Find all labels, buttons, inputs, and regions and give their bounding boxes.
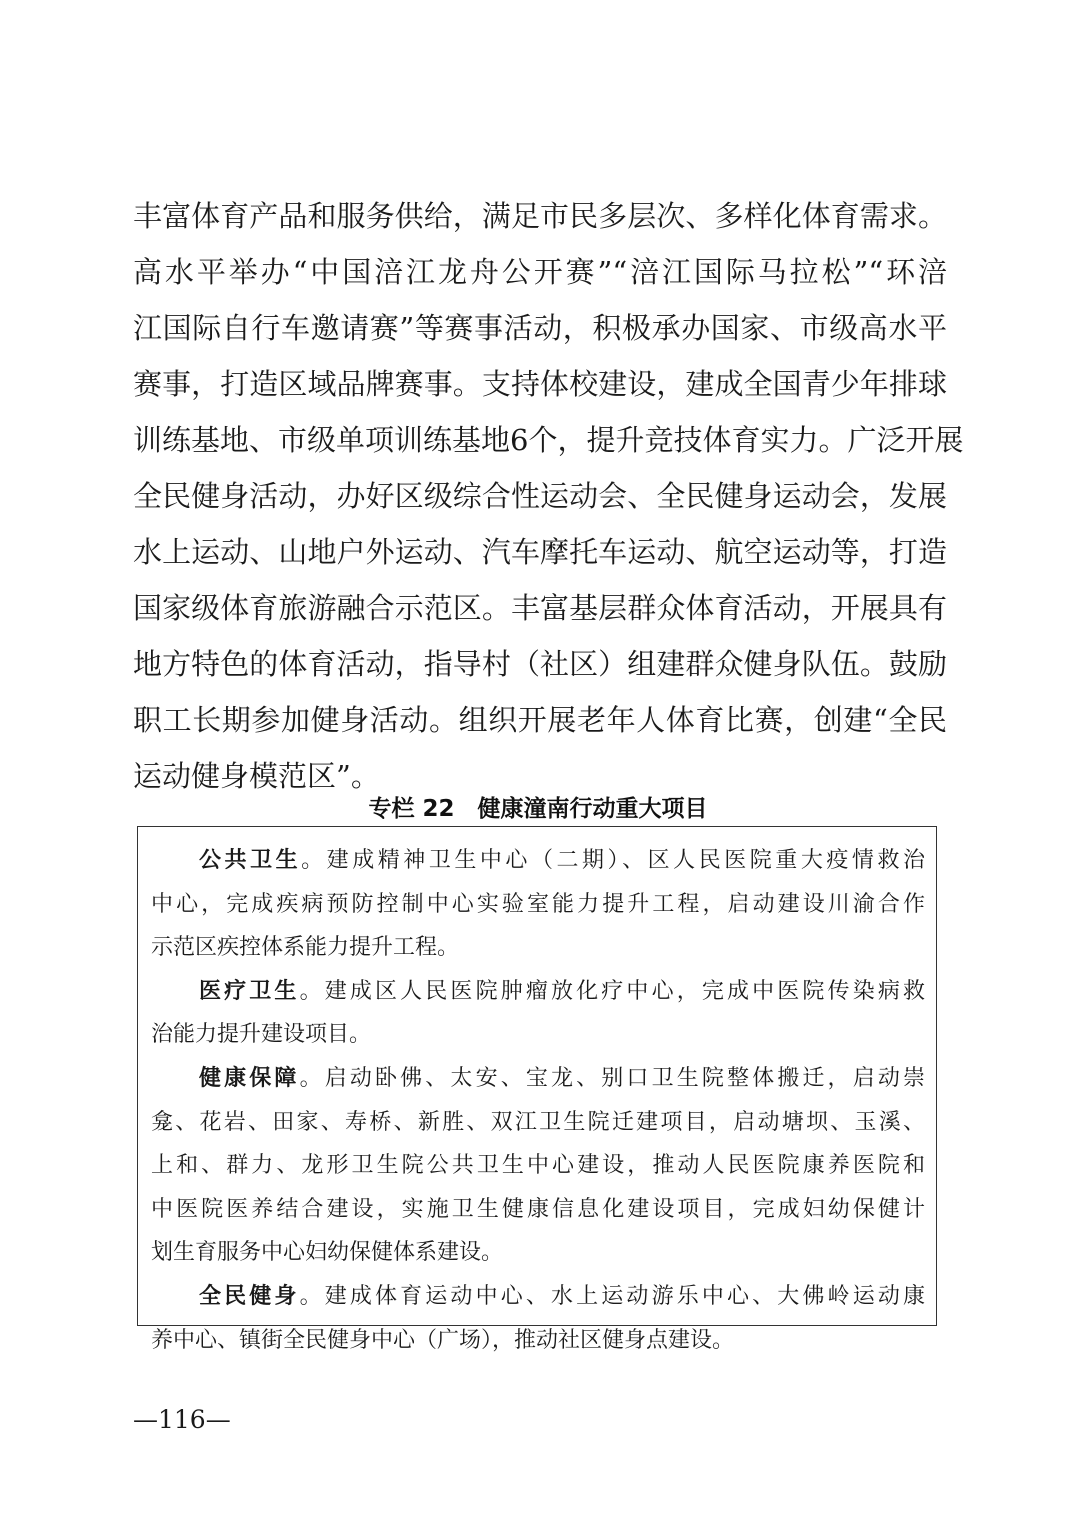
section-first-line [151, 1057, 925, 1101]
section-first-line [151, 1275, 925, 1319]
section-line: 中医院医养结合建设，实施卫生健康信息化建设项目，完成妇幼保健计 [151, 1196, 925, 1222]
section-line: 中心，完成疾病预防控制中心实验室能力提升工程，启动建设川渝合作 [151, 891, 925, 917]
section-heading: 全民健身 [199, 1282, 300, 1309]
section-line: 治能力提升建设项目。 [151, 1022, 372, 1048]
body-line: 运动健身模范区”。 [133, 759, 380, 793]
body-line: 地方特色的体育活动，指导村（社区）组建群众健身队伍。鼓励 [133, 647, 947, 681]
box-title: 专栏 22 健康潼南行动重大项目 [368, 796, 708, 822]
body-line: 训练基地、市级单项训练基地6个，提升竞技体育实力。广泛开展 [133, 423, 964, 457]
section-text: 。建成精神卫生中心（二期）、区人民医院重大疫情救治 [301, 848, 925, 873]
section-heading: 医疗卫生 [199, 977, 300, 1004]
section-text: 。启动卧佛、太安、宝龙、别口卫生院整体搬迁，启动崇 [299, 1065, 925, 1091]
section-health-security [151, 1057, 925, 1275]
box-content [151, 839, 925, 1362]
body-line: 水上运动、山地户外运动、汽车摩托车运动、航空运动等，打造 [133, 535, 947, 569]
body-line: 职工长期参加健身活动。组织开展老年人体育比赛，创建“全民 [133, 703, 947, 737]
section-line: 划生育服务中心妇幼保健体系建设。 [151, 1240, 504, 1266]
body-text [133, 188, 964, 804]
body-line: 丰富体育产品和服务供给，满足市民多层次、多样化体育需求。 [133, 199, 947, 233]
body-line: 江国际自行车邀请赛”等赛事活动，积极承办国家、市级高水平 [133, 311, 947, 345]
section-line: 养中心、镇街全民健身中心（广场），推动社区健身点建设。 [151, 1327, 735, 1353]
section-line: 示范区疾控体系能力提升工程。 [151, 935, 460, 961]
section-heading: 健康保障 [199, 1064, 300, 1091]
section-line: 龛、花岩、田家、寿桥、新胜、双江卫生院迁建项目，启动塘坝、玉溪、 [151, 1109, 925, 1135]
section-text: 。建成体育运动中心、水上运动游乐中心、大佛岭运动康 [299, 1283, 925, 1309]
project-box [137, 826, 937, 1353]
section-public-health [151, 839, 925, 970]
body-line: 赛事，打造区域品牌赛事。支持体校建设，建成全国青少年排球 [133, 367, 947, 401]
section-first-line [151, 970, 925, 1014]
page-number: —116— [133, 1405, 231, 1434]
section-heading: 公共卫生 [199, 847, 302, 873]
body-line: 全民健身活动，办好区级综合性运动会、全民健身运动会，发展 [133, 479, 947, 513]
section-first-line [151, 839, 925, 883]
body-line: 国家级体育旅游融合示范区。丰富基层群众体育活动，开展具有 [133, 591, 947, 625]
section-text: 。建成区人民医院肿瘤放化疗中心，完成中医院传染病救 [299, 978, 925, 1004]
section-fitness [151, 1275, 925, 1362]
section-medical [151, 970, 925, 1057]
section-line: 上和、群力、龙形卫生院公共卫生中心建设，推动人民医院康养医院和 [151, 1153, 925, 1179]
body-line: 高水平举办“中国涪江龙舟公开赛”“涪江国际马拉松”“环涪 [133, 255, 947, 289]
